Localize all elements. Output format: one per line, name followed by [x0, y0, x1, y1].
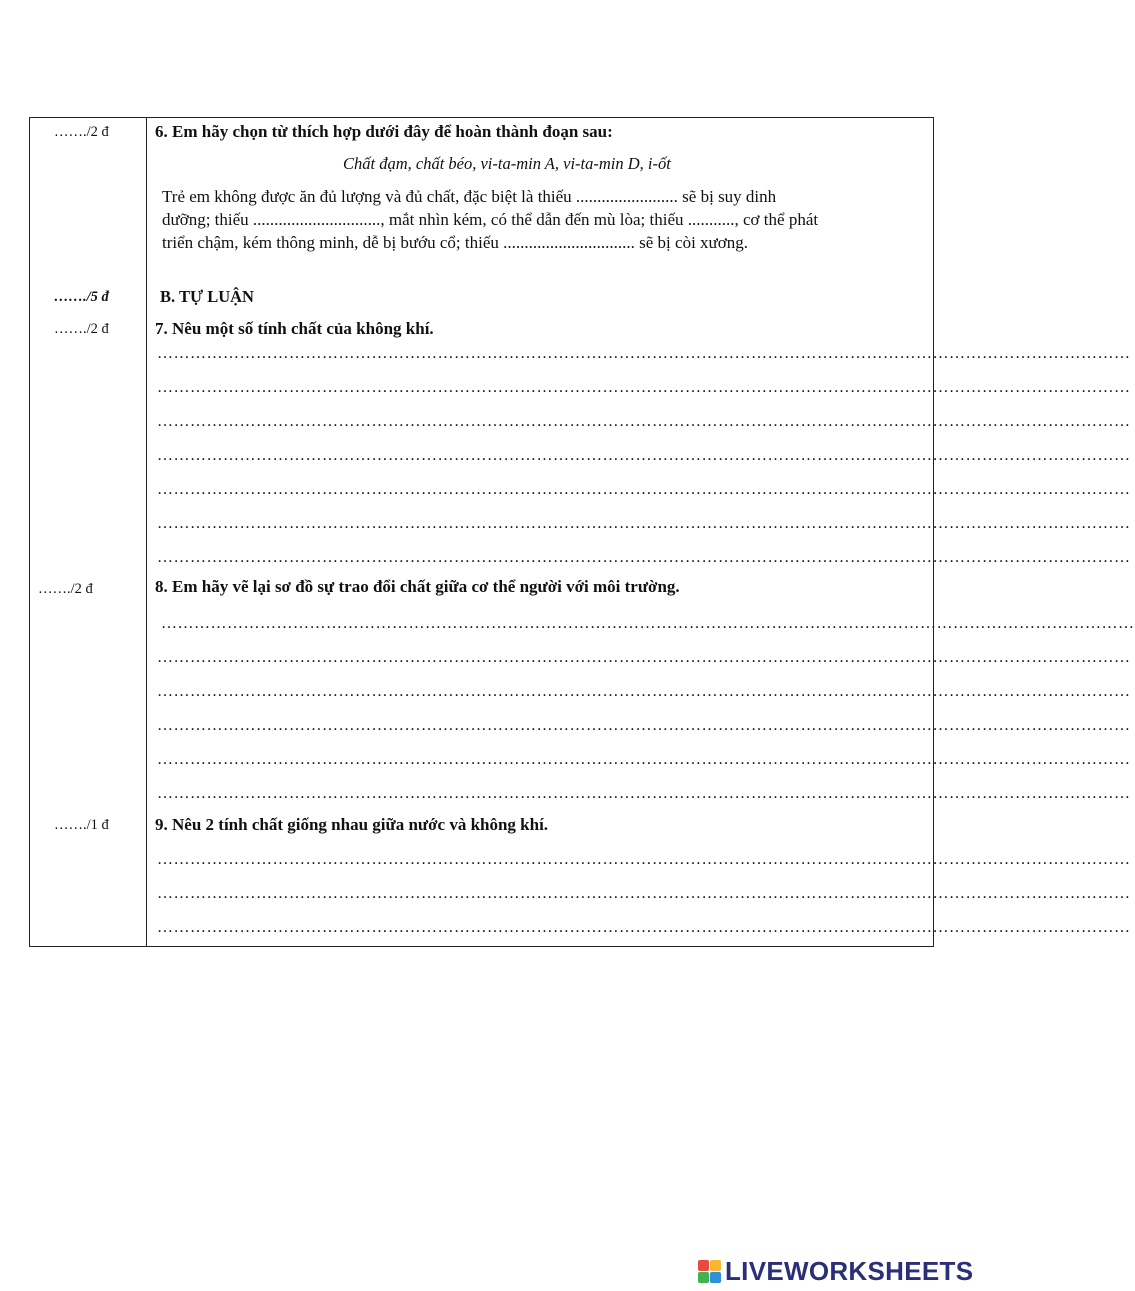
logo-square	[710, 1272, 721, 1283]
logo-mark-icon	[698, 1260, 721, 1283]
answer-line[interactable]: ……………………………………………………………………………………………………………………………………………………………	[157, 447, 1131, 464]
answer-line[interactable]: ……………………………………………………………………………………………………………………………………………………………	[161, 615, 1135, 632]
logo-text: LIVEWORKSHEETS	[725, 1255, 974, 1286]
answer-line[interactable]: ……………………………………………………………………………………………………………………………………………………………	[157, 345, 1131, 362]
word-bank: Chất đạm, chất béo, vi-ta-min A, vi-ta-min D, i-ốt	[343, 154, 671, 173]
q6-paragraph-line: triển chậm, kém thông minh, dễ bị bướu cổ; thiếu ............................... sẽ bị còi xương.	[162, 233, 748, 252]
answer-line[interactable]: ……………………………………………………………………………………………………………………………………………………………	[157, 885, 1131, 902]
answer-line[interactable]: ……………………………………………………………………………………………………………………………………………………………	[157, 515, 1131, 532]
score-q9: ……./1 đ	[54, 817, 109, 833]
answer-line[interactable]: ……………………………………………………………………………………………………………………………………………………………	[157, 717, 1131, 734]
q6-paragraph-line: Trẻ em không được ăn đủ lượng và đủ chất, đặc biệt là thiếu ........................ sẽ bị suy dinh	[162, 187, 777, 206]
answer-line[interactable]: ……………………………………………………………………………………………………………………………………………………………	[157, 379, 1131, 396]
column-divider	[146, 118, 147, 946]
logo-square	[698, 1272, 709, 1283]
answer-line[interactable]: ……………………………………………………………………………………………………………………………………………………………	[157, 549, 1131, 566]
answer-line[interactable]: ……………………………………………………………………………………………………………………………………………………………	[157, 851, 1131, 868]
answer-line[interactable]: ……………………………………………………………………………………………………………………………………………………………	[157, 785, 1131, 802]
question-8-title: 8. Em hãy vẽ lại sơ đồ sự trao đổi chất giữa cơ thể người với môi trường.	[155, 577, 680, 596]
answer-line[interactable]: ……………………………………………………………………………………………………………………………………………………………	[157, 413, 1131, 430]
question-9-title: 9. Nêu 2 tính chất giống nhau giữa nước và không khí.	[155, 815, 549, 834]
worksheet-table	[29, 117, 1135, 947]
liveworksheets-logo	[698, 1257, 973, 1285]
answer-line[interactable]: ……………………………………………………………………………………………………………………………………………………………	[157, 751, 1131, 768]
question-6-title: 6. Em hãy chọn từ thích hợp dưới đây để hoàn thành đoạn sau:	[155, 122, 613, 141]
answer-line[interactable]: ……………………………………………………………………………………………………………………………………………………………	[157, 683, 1131, 700]
answer-line[interactable]: ……………………………………………………………………………………………………………………………………………………………	[157, 649, 1131, 666]
part-b-title: B. TỰ LUẬN	[160, 287, 254, 306]
score-q7: ……./2 đ	[54, 321, 109, 337]
q6-paragraph-line: dưỡng; thiếu .............................., mắt nhìn kém, có thể dẫn đến mù lòa; thiếu ..........., cơ thể phát	[162, 210, 819, 229]
score-q6: ……./2 đ	[54, 124, 109, 140]
question-7-title: 7. Nêu một số tính chất của không khí.	[155, 319, 434, 338]
logo-square	[698, 1260, 709, 1271]
score-part-b: ……./5 đ	[54, 289, 109, 305]
score-q8: ……./2 đ	[38, 581, 93, 597]
answer-line[interactable]: ……………………………………………………………………………………………………………………………………………………………	[157, 481, 1131, 498]
answer-line[interactable]: ……………………………………………………………………………………………………………………………………………………………	[157, 919, 1131, 936]
logo-square	[710, 1260, 721, 1271]
